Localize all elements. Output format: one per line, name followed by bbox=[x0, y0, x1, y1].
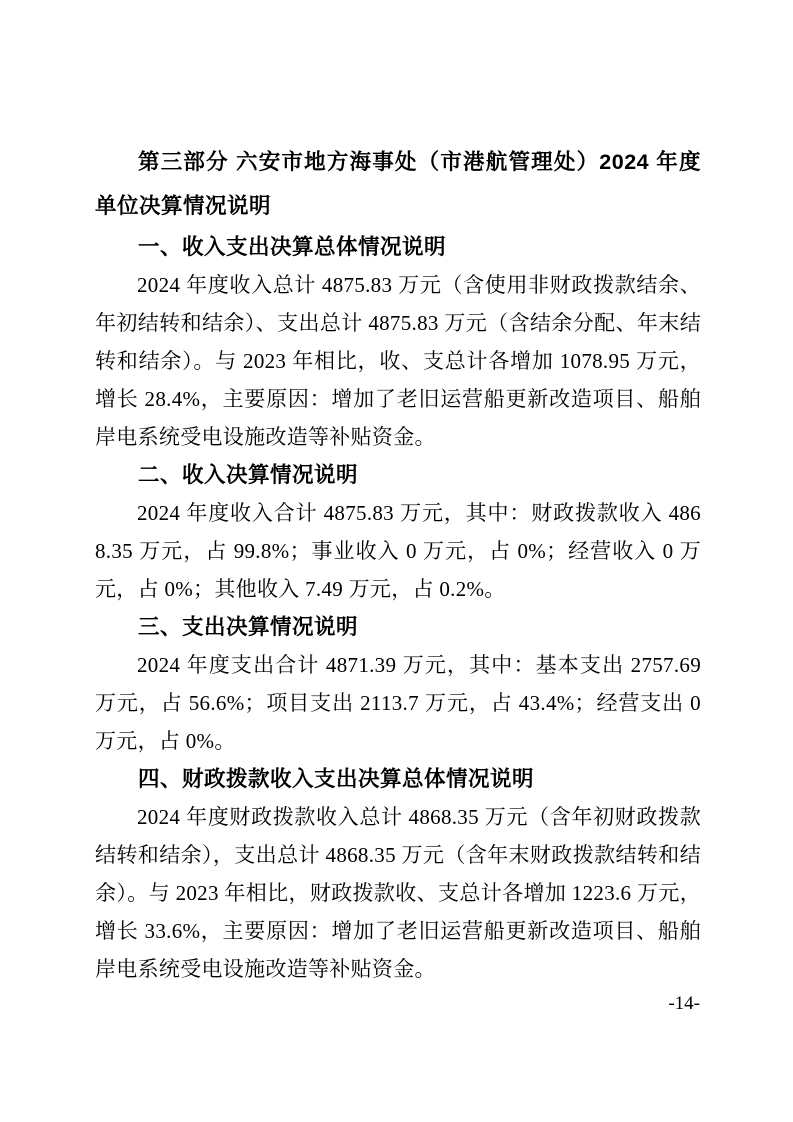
section-4-paragraph: 2024 年度财政拨款收入总计 4868.35 万元（含年初财政拨款结转和结余），支出总计 4868.35 万元（含年末财政拨款结转和结余）。与 2023 年相比，财政拨款收、支总计各增加 1223.6 万元，增长 33.6%，主要原因：增加了老旧运营船更新改造项目、船舶岸电系统受电设施改造等补贴资金。 bbox=[95, 805, 701, 981]
section-3-paragraph: 2024 年度支出合计 4871.39 万元，其中：基本支出 2757.69 万元，占 56.6%；项目支出 2113.7 万元，占 43.4%；经营支出 0 万元，占 0%。 bbox=[95, 653, 701, 753]
part3-title: 第三部分 六安市地方海事处（市港航管理处）2024 年度单位决算情况说明 bbox=[95, 150, 701, 218]
section-3-heading: 三、支出决算情况说明 bbox=[138, 615, 359, 639]
section-4-heading: 四、财政拨款收入支出决算总体情况说明 bbox=[138, 767, 535, 791]
page-number: -14- bbox=[668, 993, 700, 1014]
section-2-heading: 二、收入决算情况说明 bbox=[138, 463, 359, 487]
section-2-paragraph: 2024 年度收入合计 4875.83 万元，其中：财政拨款收入 4868.35 万元，占 99.8%；事业收入 0 万元，占 0%；经营收入 0 万元，占 0%；其他收入 7.49 万元，占 0.2%。 bbox=[95, 501, 701, 601]
section-1-paragraph: 2024 年度收入总计 4875.83 万元（含使用非财政拨款结余、年初结转和结余）、支出总计 4875.83 万元（含结余分配、年末结转和结余）。与 2023 年相比，收、支总计各增加 1078.95 万元，增长 28.4%，主要原因：增加了老旧运营船更新改造项目、船舶岸电系统受电设施改造等补贴资金。 bbox=[95, 273, 701, 449]
section-1-heading: 一、收入支出决算总体情况说明 bbox=[138, 235, 447, 259]
document-body bbox=[95, 140, 701, 988]
